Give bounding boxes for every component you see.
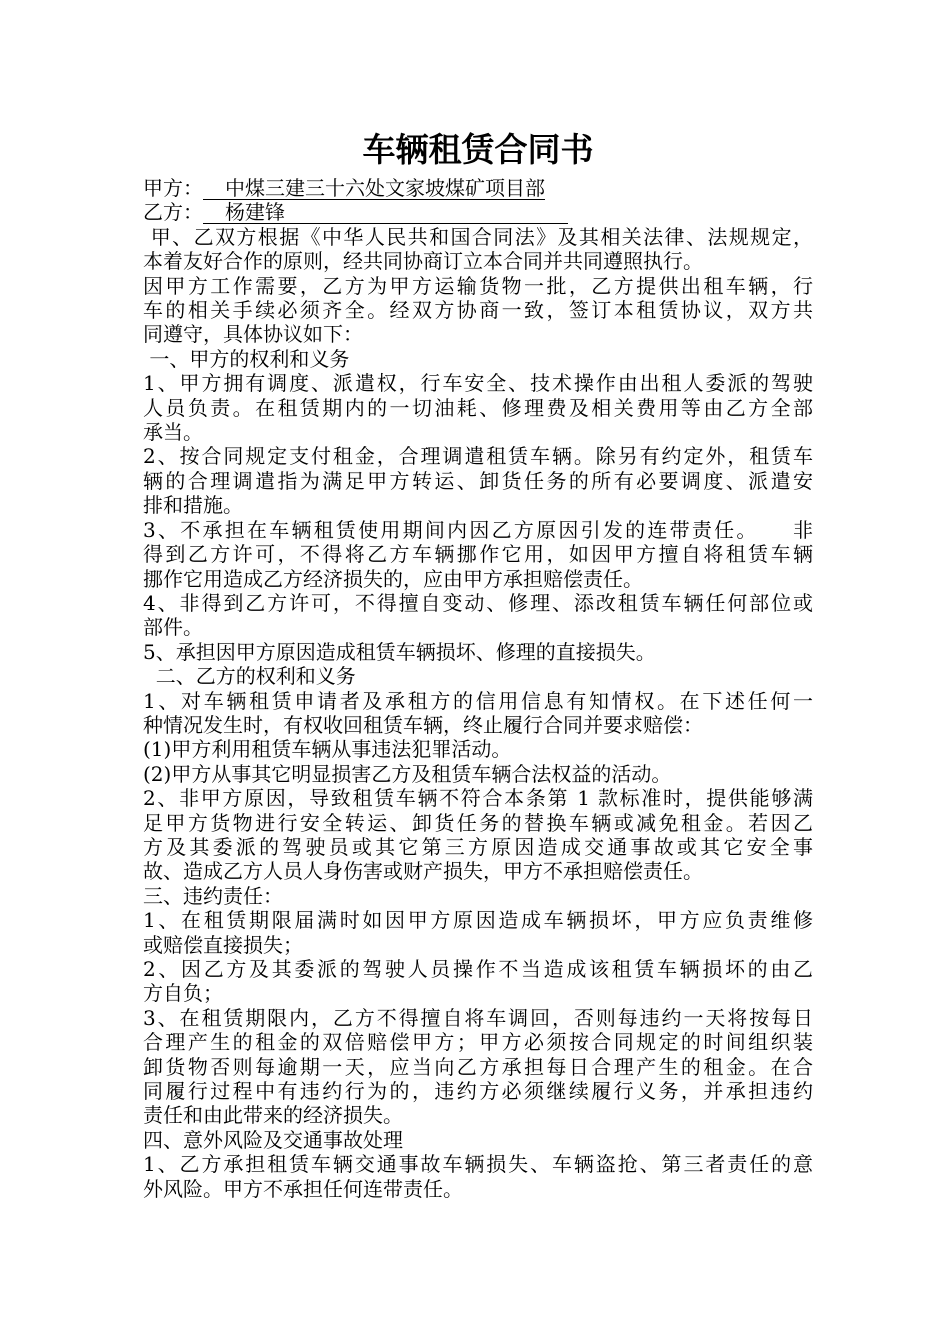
- body-line: 三、违约责任：: [143, 883, 283, 908]
- body-line: 1、甲方拥有调度、派遣权，行车安全、技术操作由出租人委派的驾驶: [143, 371, 813, 396]
- party-b-row: [143, 200, 813, 224]
- body-line: 本着友好合作的原则，经共同协商订立本合同并共同遵照执行。: [143, 249, 703, 274]
- body-line: 3、不承担在车辆租赁使用期间内因乙方原因引发的连带责任。 非: [143, 517, 813, 542]
- body-line: (2)甲方从事其它明显损害乙方及租赁车辆合法权益的活动。: [143, 761, 672, 786]
- body-line: 车的相关手续必须齐全。经双方协商一致，签订本租赁协议，双方共: [143, 298, 813, 323]
- body-line: 5、承担因甲方原因造成租赁车辆损坏、修理的直接损失。: [143, 639, 656, 664]
- body-line: 种情况发生时，有权收回租赁车辆，终止履行合同并要求赔偿：: [143, 712, 703, 737]
- body-line: 二、乙方的权利和义务: [143, 664, 356, 689]
- contract-body: [143, 225, 813, 1201]
- body-line: 得到乙方许可，不得将乙方车辆挪作它用，如因甲方擅自将租赁车辆: [143, 542, 813, 567]
- body-line: 2、按合同规定支付租金，合理调遣租赁车辆。除另有约定外，租赁车: [143, 444, 813, 469]
- body-line: 1、对车辆租赁申请者及承租方的信用信息有知情权。在下述任何一: [143, 688, 813, 713]
- body-line: 四、意外风险及交通事故处理: [143, 1127, 403, 1152]
- body-line: 1、乙方承担租赁车辆交通事故车辆损失、车辆盗抢、第三者责任的意: [143, 1152, 813, 1177]
- body-line: 3、在租赁期限内，乙方不得擅自将车调回，否则每违约一天将按每日: [143, 1005, 813, 1030]
- body-line: 2、因乙方及其委派的驾驶人员操作不当造成该租赁车辆损坏的由乙: [143, 957, 813, 981]
- contract-page: [143, 128, 813, 1201]
- body-line: 承当。: [143, 420, 203, 445]
- body-line: 辆的合理调遣指为满足甲方转运、卸货任务的所有必要调度、派遣安: [143, 468, 813, 493]
- body-line: 故、造成乙方人员人身伤害或财产损失，甲方不承担赔偿责任。: [143, 859, 703, 884]
- party-a-row: [143, 176, 813, 200]
- body-line: 外风险。甲方不承担任何连带责任。: [143, 1176, 463, 1201]
- body-line: 同履行过程中有违约行为的，违约方必须继续履行义务，并承担违约: [143, 1079, 813, 1104]
- body-line: 1、在租赁期限届满时如因甲方原因造成车辆损坏，甲方应负责维修: [143, 908, 813, 933]
- body-line: 足甲方货物进行安全转运、卸货任务的替换车辆或减免租金。若因乙: [143, 810, 813, 835]
- party-b-label: 乙方：: [143, 200, 203, 225]
- body-line: 2、非甲方原因，导致租赁车辆不符合本条第 1 款标准时，提供能够满: [143, 786, 813, 811]
- body-line: 挪作它用造成乙方经济损失的，应由甲方承担赔偿责任。: [143, 566, 643, 591]
- body-line: 甲、乙双方根据《中华人民共和国合同法》及其相关法律、法规规定，: [143, 224, 813, 249]
- party-a-value: 中煤三建三十六处文家坡煤矿项目部: [203, 178, 545, 200]
- body-line: 卸货物否则每逾期一天，应当向乙方承担每日合理产生的租金。在合: [143, 1054, 813, 1079]
- party-b-value: 杨建锋: [203, 202, 568, 224]
- body-line: 因甲方工作需要，乙方为甲方运输货物一批，乙方提供出租车辆，行: [143, 273, 813, 298]
- body-line: 一、甲方的权利和义务: [143, 346, 350, 371]
- document-title: 车辆租赁合同书: [362, 130, 594, 169]
- body-line: 合理产生的租金的双倍赔偿甲方；甲方必须按合同规定的时间组织装: [143, 1030, 813, 1055]
- body-line: 排和措施。: [143, 493, 243, 518]
- body-line: (1)甲方利用租赁车辆从事违法犯罪活动。: [143, 737, 512, 762]
- body-line: 方自负；: [143, 981, 223, 1006]
- body-line: 4、非得到乙方许可，不得擅自变动、修理、添改租赁车辆任何部位或: [143, 590, 813, 615]
- body-line: 人员负责。在租赁期内的一切油耗、修理费及相关费用等由乙方全部: [143, 395, 813, 420]
- body-line: 同遵守，具体协议如下：: [143, 322, 363, 347]
- body-line: 方及其委派的驾驶员或其它第三方原因造成交通事故或其它安全事: [143, 834, 813, 859]
- party-a-label: 甲方：: [143, 176, 203, 200]
- body-line: 部件。: [143, 615, 203, 640]
- body-line: 或赔偿直接损失；: [143, 932, 303, 957]
- body-line: 责任和由此带来的经济损失。: [143, 1103, 403, 1128]
